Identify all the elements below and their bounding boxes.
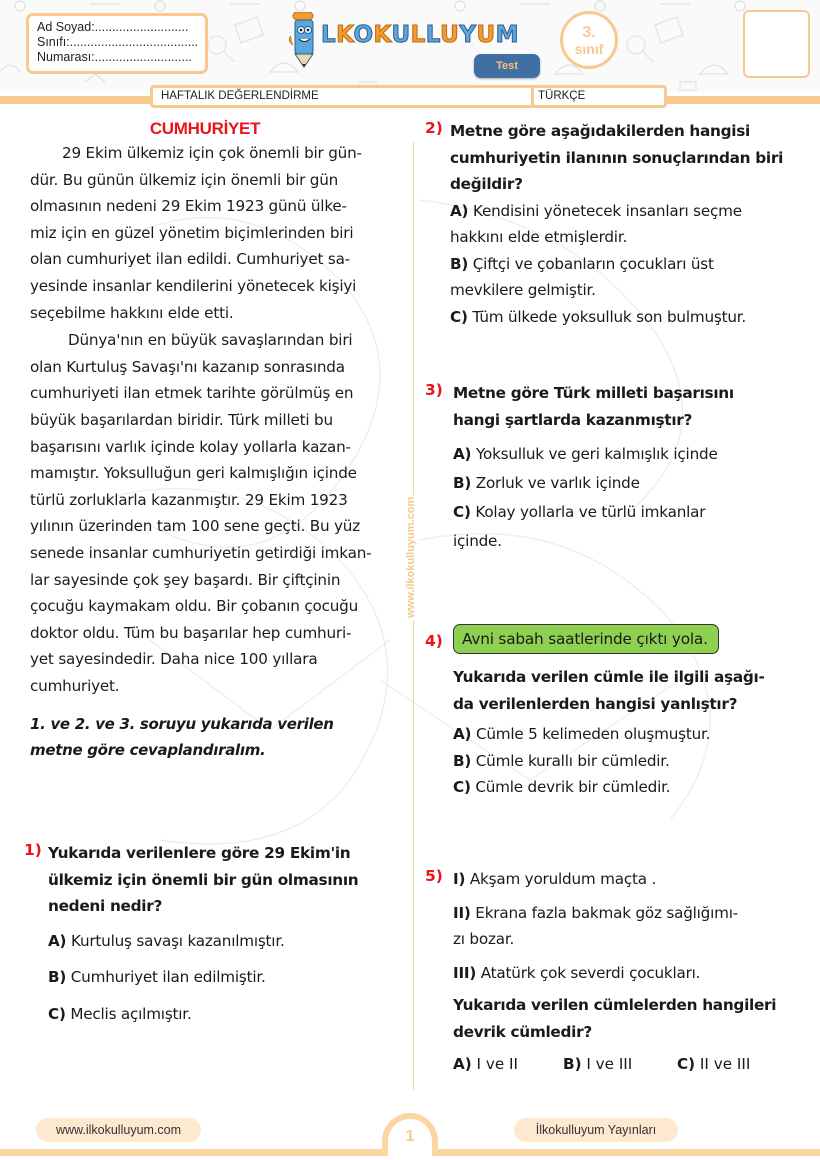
- assessment-title: HAFTALIK DEĞERLENDİRME: [150, 85, 539, 108]
- question-1: [24, 840, 409, 1027]
- grade-number: 3.: [582, 24, 596, 41]
- option-text: hakkını elde etmişlerdir.: [450, 228, 628, 246]
- question-2: [425, 118, 810, 330]
- option-label: A): [453, 445, 472, 463]
- footer-website[interactable]: www.ilkokulluyum.com: [36, 1118, 201, 1142]
- grade-label: sınıf: [574, 41, 604, 57]
- option-text: Kurtuluş savaşı kazanılmıştır.: [70, 931, 285, 950]
- subject-label: TÜRKÇE: [531, 85, 667, 108]
- reading-passage: [30, 118, 408, 763]
- question-line: Metne göre aşağıdakilerden hangisi: [450, 122, 750, 140]
- statement-label: I): [453, 870, 466, 888]
- option-a[interactable]: [48, 928, 409, 955]
- question-number: 2): [425, 119, 443, 137]
- option-text: içinde.: [453, 532, 502, 550]
- option-label: C): [48, 1004, 66, 1023]
- text-line: olmasının nedeni 29 Ekim 1923 günü ülke-: [30, 197, 347, 216]
- option-label: C): [453, 778, 471, 796]
- option-label: B): [450, 254, 469, 273]
- question-line: hangi şartlarda kazanmıştır?: [453, 410, 693, 429]
- option-a[interactable]: [450, 198, 810, 251]
- option-text: Çiftçi ve çobanların çocukları üst: [472, 254, 714, 273]
- text-line: dür. Bu günün ülkemiz için önemli bir gün: [30, 170, 339, 189]
- statement-text: Atatürk çok severdi çocukları.: [480, 963, 701, 982]
- question-number: 3): [425, 381, 443, 399]
- option-b[interactable]: [453, 748, 810, 775]
- text-line: lar sayesinde çok şey başardı. Bir çiftçinin: [30, 570, 341, 589]
- text-line: cumhuriyet.: [30, 676, 120, 695]
- option-text: Yoksulluk ve geri kalmışlık içinde: [475, 445, 718, 463]
- option-a[interactable]: [453, 1052, 563, 1076]
- question-5: [425, 866, 810, 1076]
- option-a[interactable]: [453, 721, 810, 748]
- option-label: B): [563, 1055, 582, 1073]
- option-b[interactable]: [563, 1052, 677, 1076]
- paragraph-1: [30, 140, 408, 326]
- question-text: [48, 840, 409, 920]
- statement-1: [453, 866, 810, 893]
- story-title: CUMHURİYET: [149, 119, 261, 138]
- option-text: Cumhuriyet ilan edilmiştir.: [70, 968, 266, 986]
- text-line: olan Kurtuluş Savaşı'nı kazanıp sonrasında: [30, 357, 345, 376]
- text-line: çocuğu kaymakam oldu. Bir çobanın çocuğu: [30, 597, 359, 616]
- question-text: [450, 118, 810, 198]
- option-c[interactable]: [677, 1052, 750, 1076]
- question-text: [453, 992, 810, 1045]
- option-b[interactable]: [450, 251, 810, 304]
- question-line: cumhuriyetin ilanının sonuçlarından biri: [450, 148, 784, 167]
- question-number: 5): [425, 867, 443, 885]
- question-line: nedeni nedir?: [48, 897, 163, 915]
- question-number: 1): [24, 841, 42, 859]
- footer-publisher: İlkokulluyum Yayınları: [514, 1118, 678, 1142]
- option-label: A): [48, 931, 67, 950]
- test-badge: Test: [474, 54, 540, 78]
- text-line: büyük başarılardan biridir. Türk milleti bu: [30, 410, 333, 429]
- text-line: yesinde insanlar kendilerini yönetecek kişiyi: [30, 276, 357, 295]
- option-label: A): [453, 725, 472, 743]
- option-label: B): [48, 968, 67, 986]
- text-line: cumhuriyeti ilan etmek tarihte görülmüş en: [30, 384, 354, 403]
- option-label: C): [450, 307, 468, 326]
- statement-text: zı bozar.: [453, 930, 515, 948]
- question-line: ülkemiz için önemli bir gün olmasının: [48, 870, 359, 889]
- option-label: A): [450, 201, 469, 220]
- statement-text: Ekrana fazla bakmak göz sağlığımı-: [475, 903, 739, 922]
- option-c[interactable]: [48, 1001, 409, 1028]
- number-field[interactable]: Numarası:............................: [37, 50, 192, 64]
- name-field[interactable]: Ad Soyad:...........................: [37, 20, 189, 34]
- question-text: [453, 664, 810, 717]
- option-label: C): [677, 1055, 696, 1073]
- question-4: [425, 624, 810, 801]
- text-line: başarısını varlık içinde kolay yollarla kazan-: [30, 437, 351, 456]
- statement-2: [453, 900, 810, 953]
- text-line: miz için en güzel yönetim biçimlerinden biri: [30, 223, 354, 242]
- pencil-mascot-icon: [287, 12, 323, 68]
- question-line: Yukarıda verilen cümlelerden hangileri: [453, 996, 777, 1014]
- text-line: doktor oldu. Tüm bu başarılar hep cumhuri-: [30, 623, 352, 642]
- statement-label: II): [453, 903, 471, 922]
- option-text: Kendisini yönetecek insanları seçme: [472, 201, 742, 220]
- option-text: Cümle devrik bir cümledir.: [475, 778, 671, 796]
- page-number: 1: [405, 1128, 415, 1145]
- option-label: B): [453, 474, 472, 492]
- statement-text: Akşam yoruldum maçta .: [469, 870, 657, 888]
- text-line: seçebilme hakkını elde etti.: [30, 303, 234, 322]
- student-info-box: [26, 13, 208, 74]
- text-line: senede insanlar cumhuriyetin getirdiği imkan-: [30, 543, 372, 562]
- option-label: A): [453, 1055, 472, 1073]
- question-line: Yukarıda verilen cümle ile ilgili aşağı-: [453, 668, 765, 686]
- question-line: devrik cümledir?: [453, 1022, 592, 1041]
- option-text: II ve III: [699, 1055, 751, 1073]
- text-line: olan cumhuriyet ilan edildi. Cumhuriyet sa-: [30, 250, 350, 269]
- option-text: I ve III: [586, 1055, 633, 1073]
- instruction-line: metne göre cevaplandıralım.: [30, 741, 266, 760]
- instruction: [30, 711, 408, 763]
- question-number: 4): [425, 632, 443, 650]
- logo-wordmark: LKOKULLUYUM: [321, 22, 520, 48]
- instruction-line: 1. ve 2. ve 3. soruyu yukarıda verilen: [30, 715, 334, 734]
- option-c[interactable]: [450, 304, 810, 331]
- statement-label: III): [453, 963, 477, 982]
- option-c[interactable]: [453, 774, 810, 801]
- text-line: türlü zorluklarla kazanmıştır. 29 Ekim 1923: [30, 490, 348, 509]
- class-field[interactable]: Sınıfı:.....................................: [37, 35, 199, 49]
- text-line: yet sayesindedir. Daha nice 100 yıllara: [30, 650, 318, 669]
- option-b[interactable]: [48, 964, 409, 991]
- question-line: değildir?: [450, 175, 523, 193]
- option-text: Kolay yollarla ve türlü imkanlar: [475, 503, 706, 521]
- option-text: Meclis açılmıştır.: [70, 1004, 192, 1023]
- score-box[interactable]: [743, 10, 810, 78]
- text-line: mamıştır. Yoksulluğun geri kalmışlığın içinde: [30, 464, 357, 483]
- question-line: da verilenlerden hangisi yanlıştır?: [453, 694, 738, 713]
- question-3: [425, 380, 810, 556]
- statement-3: [453, 960, 810, 987]
- option-text: Tüm ülkede yoksulluk son bulmuştur.: [472, 307, 747, 326]
- answer-options: [453, 1052, 810, 1076]
- option-text: Cümle kurallı bir cümledir.: [475, 751, 670, 770]
- text-line: yılının üzerinden tam 100 sene geçti. Bu yüz: [30, 517, 360, 536]
- option-text: Zorluk ve varlık içinde: [475, 474, 640, 492]
- option-a[interactable]: [453, 440, 810, 469]
- option-label: C): [453, 503, 471, 521]
- paragraph-2: [30, 327, 408, 699]
- text-line: Dünya'nın en büyük savaşlarından biri: [68, 331, 353, 350]
- example-sentence-box: Avni sabah saatlerinde çıktı yola.: [453, 624, 719, 654]
- page-number-badge: [382, 1113, 438, 1156]
- option-text: mevkilere gelmiştir.: [450, 281, 596, 299]
- question-line: Metne göre Türk milleti başarısını: [453, 384, 734, 402]
- option-c[interactable]: [453, 498, 810, 556]
- grade-badge: [560, 11, 618, 69]
- option-label: B): [453, 751, 472, 770]
- vertical-watermark: www.ilkokulluyum.com: [405, 496, 417, 618]
- text-line: 29 Ekim ülkemiz için çok önemli bir gün-: [62, 144, 362, 162]
- question-line: Yukarıda verilenlere göre 29 Ekim'in: [48, 844, 351, 862]
- option-text: Cümle 5 kelimeden oluşmuştur.: [475, 725, 711, 743]
- option-b[interactable]: [453, 469, 810, 498]
- question-text: [453, 380, 810, 433]
- option-text: I ve II: [476, 1055, 518, 1073]
